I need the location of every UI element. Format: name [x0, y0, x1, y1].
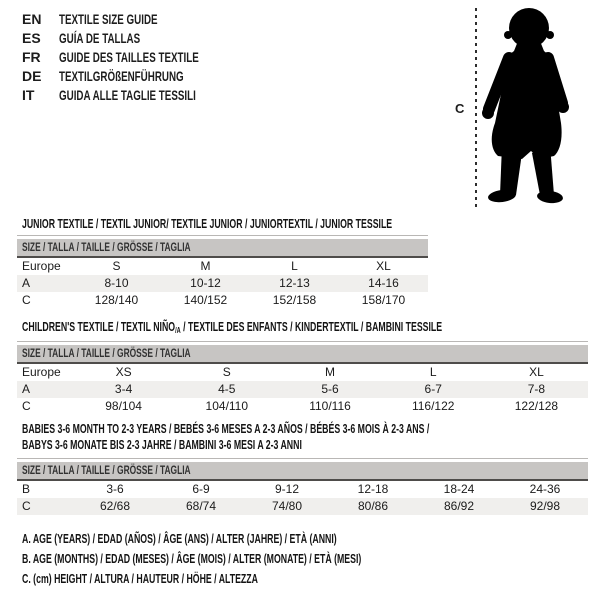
title-subscript: /A — [175, 326, 181, 335]
language-title: GUÍA DE TALLAS — [59, 30, 141, 46]
table-cell: 116/122 — [411, 399, 455, 413]
language-code: FR — [22, 49, 41, 65]
row-label: Europe — [22, 259, 61, 273]
table-top-rule — [17, 235, 428, 236]
table-cell: L — [429, 365, 437, 379]
baby-silhouette-icon — [482, 5, 580, 205]
title-part: CHILDREN'S TEXTILE / TEXTIL NIÑO — [22, 320, 176, 334]
title-part: / TEXTILE DES ENFANTS / KINDERTEXTIL / BAMBINI TESSILE — [180, 320, 443, 334]
legend-note-a — [22, 529, 507, 549]
table-cell: 140/152 — [183, 293, 228, 307]
row-label: C — [22, 499, 31, 513]
language-code: IT — [22, 87, 35, 103]
table-cell: 12-13 — [279, 276, 310, 290]
table-row — [17, 364, 588, 381]
table-cell: 10-12 — [190, 276, 221, 290]
babies-table-title — [22, 421, 600, 453]
language-row — [22, 10, 259, 29]
table-cell: L — [291, 259, 298, 273]
table-cell: 12-18 — [357, 482, 389, 496]
row-label: C — [22, 399, 31, 413]
size-header-text: SIZE / TALLA / TAILLE / GRÖSSE / TAGLIA — [22, 463, 191, 477]
row-label: Europe — [22, 365, 61, 379]
language-title-list — [22, 10, 259, 105]
table-row — [17, 258, 428, 275]
table-cell: 5-6 — [321, 382, 339, 396]
legend-note-b — [22, 549, 507, 569]
title-line: BABYS 3-6 MONATE BIS 2-3 JAHRE / BAMBINI 3-6 MESI A 2-3 ANNI — [22, 438, 302, 452]
table-cell: M — [325, 365, 335, 379]
size-header-bar — [17, 462, 588, 481]
language-title: GUIDA ALLE TAGLIE TESSILI — [59, 87, 196, 103]
table-row — [17, 292, 428, 309]
language-title: TEXTILGRÖßENFÜHRUNG — [59, 68, 184, 84]
table-row — [17, 275, 428, 292]
legend-note-c — [22, 569, 507, 589]
children-table-title — [22, 319, 442, 339]
table-row — [17, 381, 588, 398]
table-cell: 62/68 — [99, 499, 131, 513]
table-cell: 110/116 — [309, 399, 351, 413]
table-cell: 152/158 — [272, 293, 317, 307]
title-line: BABIES 3-6 MONTH TO 2-3 YEARS / BEBÉS 3-6 MESES A 2-3 AÑOS / BÉBÉS 3-6 MOIS À 2-3 ANS / — [22, 422, 430, 436]
table-cell: 74/80 — [271, 499, 303, 513]
language-row — [22, 86, 259, 105]
table-cell: 68/74 — [185, 499, 217, 513]
table-cell: 24-36 — [529, 482, 561, 496]
table-row — [17, 481, 588, 498]
size-header-bar — [17, 239, 428, 258]
table-top-rule — [17, 341, 588, 342]
table-row — [17, 498, 588, 515]
size-header-bar — [17, 345, 588, 364]
table-cell: 158/170 — [361, 293, 406, 307]
table-cell: 9-12 — [274, 482, 300, 496]
table-cell: 6-7 — [424, 382, 442, 396]
height-measure-dotted-line — [475, 8, 477, 209]
junior-size-table — [17, 235, 428, 309]
table-cell: 4-5 — [218, 382, 236, 396]
language-code: EN — [22, 11, 42, 27]
language-row — [22, 67, 259, 86]
table-row — [17, 398, 588, 415]
table-cell: 6-9 — [192, 482, 210, 496]
row-label: B — [22, 482, 31, 496]
table-cell: S — [222, 365, 231, 379]
table-cell: 128/140 — [94, 293, 139, 307]
table-cell: 86/92 — [443, 499, 475, 513]
table-cell: 3-4 — [114, 382, 133, 396]
language-title: GUIDE DES TAILLES TEXTILE — [59, 49, 199, 65]
junior-table-title: JUNIOR TEXTILE / TEXTIL JUNIOR/ TEXTILE JUNIOR / JUNIORTEXTIL / JUNIOR TESSILE — [22, 217, 393, 231]
language-title: TEXTILE SIZE GUIDE — [59, 11, 158, 27]
table-cell: 92/98 — [529, 499, 561, 513]
table-cell: 18-24 — [443, 482, 475, 496]
table-cell: M — [200, 259, 211, 273]
table-cell: 80/86 — [357, 499, 389, 513]
table-cell: S — [112, 259, 121, 273]
table-cell: 7-8 — [527, 382, 546, 396]
language-code: ES — [22, 30, 41, 46]
table-top-rule — [17, 458, 588, 459]
babies-size-table — [17, 458, 588, 515]
legend-note-text: C. (cm) HEIGHT / ALTURA / HAUTEUR / HÖHE / ALTEZZA — [22, 572, 258, 586]
table-cell: 3-6 — [106, 482, 124, 496]
legend-note-text: A. AGE (YEARS) / EDAD (AÑOS) / ÂGE (ANS) / ALTER (JAHRE) / ETÀ (ANNI) — [22, 532, 337, 546]
table-cell: XL — [376, 259, 391, 273]
table-cell: 14-16 — [368, 276, 399, 290]
table-cell: XS — [115, 365, 132, 379]
table-cell: 8-10 — [104, 276, 129, 290]
legend-notes — [22, 529, 507, 589]
language-row — [22, 48, 259, 67]
table-cell: XL — [529, 365, 544, 379]
table-cell: 104/110 — [205, 399, 249, 413]
children-size-table — [17, 341, 588, 415]
language-row — [22, 29, 259, 48]
size-header-text: SIZE / TALLA / TAILLE / GRÖSSE / TAGLIA — [22, 240, 191, 254]
table-cell: 98/104 — [105, 399, 142, 413]
row-label: C — [22, 293, 31, 307]
row-label: A — [22, 276, 31, 290]
language-code: DE — [22, 68, 42, 84]
table-cell: 122/128 — [514, 399, 559, 413]
size-header-text: SIZE / TALLA / TAILLE / GRÖSSE / TAGLIA — [22, 346, 191, 360]
legend-note-text: B. AGE (MONTHS) / EDAD (MESES) / ÂGE (MOIS) / ALTER (MONATE) / ETÀ (MESI) — [22, 552, 362, 566]
row-label: A — [22, 382, 31, 396]
height-measure-label: C — [455, 101, 465, 116]
